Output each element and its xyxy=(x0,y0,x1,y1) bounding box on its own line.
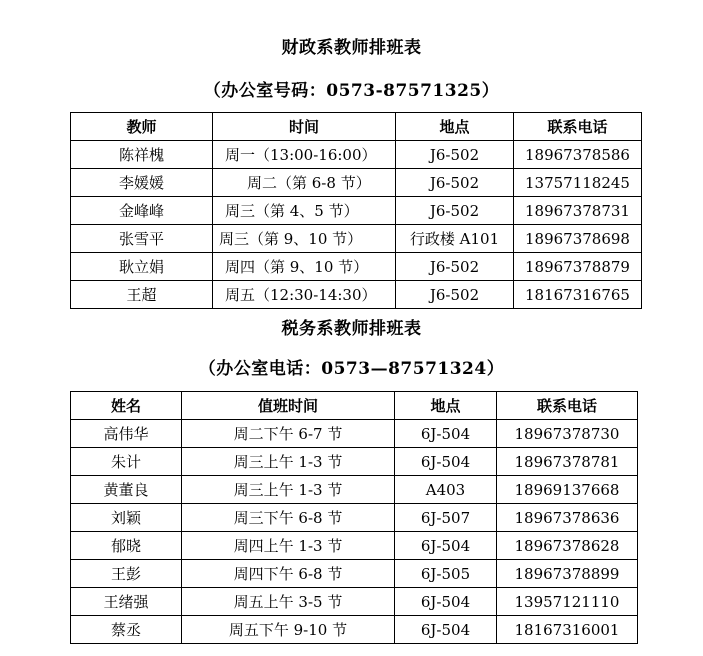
teacher-name: 刘颖 xyxy=(71,504,182,532)
teacher-name: 王彭 xyxy=(71,560,182,588)
duty-time: 周五下午 9-10 节 xyxy=(182,616,395,644)
duty-time: 周三上午 1-3 节 xyxy=(182,476,395,504)
duty-time: 周三（第 4、5 节） xyxy=(213,197,396,225)
teacher-name: 耿立娟 xyxy=(71,253,213,281)
table-row xyxy=(71,448,638,476)
duty-place: J6-502 xyxy=(396,197,514,225)
phone-number: 18167316765 xyxy=(514,281,642,309)
duty-place: 6J-504 xyxy=(395,588,497,616)
duty-place: J6-502 xyxy=(396,253,514,281)
duty-place: J6-502 xyxy=(396,169,514,197)
phone-number: 13957121110 xyxy=(497,588,638,616)
phone-number: 18967378731 xyxy=(514,197,642,225)
duty-place: 行政楼 A101 xyxy=(396,225,514,253)
duty-place: A403 xyxy=(395,476,497,504)
duty-place: J6-502 xyxy=(396,141,514,169)
teacher-name: 陈祥槐 xyxy=(71,141,213,169)
phone-number: 18967378879 xyxy=(514,253,642,281)
finance-title: 财政系教师排班表 xyxy=(281,38,422,58)
tax-schedule-table xyxy=(70,391,638,644)
duty-time: 周四下午 6-8 节 xyxy=(182,560,395,588)
phone-number: 18967378698 xyxy=(514,225,642,253)
teacher-name: 王超 xyxy=(71,281,213,309)
finance-office-phone: （办公室号码：0573-87571325） xyxy=(203,81,500,101)
phone-number: 18167316001 xyxy=(497,616,638,644)
header-teacher: 教师 xyxy=(71,113,213,141)
header-name: 姓名 xyxy=(71,392,182,420)
phone-number: 18967378628 xyxy=(497,532,638,560)
teacher-name: 王绪强 xyxy=(71,588,182,616)
duty-time: 周一（13:00-16:00） xyxy=(213,141,396,169)
header-time: 时间 xyxy=(213,113,396,141)
header-place: 地点 xyxy=(395,392,497,420)
tax-office-phone: （办公室电话：0573—87571324） xyxy=(198,359,505,379)
table-row xyxy=(71,197,642,225)
header-place: 地点 xyxy=(396,113,514,141)
duty-place: 6J-504 xyxy=(395,616,497,644)
duty-time: 周五（12:30-14:30） xyxy=(213,281,396,309)
table-row xyxy=(71,532,638,560)
teacher-name: 张雪平 xyxy=(71,225,213,253)
table-header-row xyxy=(71,392,638,420)
duty-place: J6-502 xyxy=(396,281,514,309)
teacher-name: 黄董良 xyxy=(71,476,182,504)
duty-time: 周二下午 6-7 节 xyxy=(182,420,395,448)
duty-time: 周五上午 3-5 节 xyxy=(182,588,395,616)
duty-time: 周二（第 6-8 节） xyxy=(213,169,396,197)
teacher-name: 朱计 xyxy=(71,448,182,476)
duty-time: 周四上午 1-3 节 xyxy=(182,532,395,560)
header-phone: 联系电话 xyxy=(514,113,642,141)
phone-number: 18967378636 xyxy=(497,504,638,532)
table-row xyxy=(71,616,638,644)
phone-number: 13757118245 xyxy=(514,169,642,197)
finance-schedule-table xyxy=(70,112,642,309)
duty-place: 6J-504 xyxy=(395,448,497,476)
table-header-row xyxy=(71,113,642,141)
table-row xyxy=(71,169,642,197)
phone-number: 18969137668 xyxy=(497,476,638,504)
phone-number: 18967378899 xyxy=(497,560,638,588)
header-phone: 联系电话 xyxy=(497,392,638,420)
duty-time: 周三下午 6-8 节 xyxy=(182,504,395,532)
header-duty-time: 值班时间 xyxy=(182,392,395,420)
phone-number: 18967378781 xyxy=(497,448,638,476)
duty-time: 周三上午 1-3 节 xyxy=(182,448,395,476)
table-row xyxy=(71,476,638,504)
duty-place: 6J-507 xyxy=(395,504,497,532)
duty-place: 6J-504 xyxy=(395,532,497,560)
table-row xyxy=(71,141,642,169)
table-row xyxy=(71,560,638,588)
duty-place: 6J-505 xyxy=(395,560,497,588)
duty-time: 周三（第 9、10 节） xyxy=(213,225,396,253)
table-row xyxy=(71,588,638,616)
table-row xyxy=(71,281,642,309)
table-row xyxy=(71,504,638,532)
duty-time: 周四（第 9、10 节） xyxy=(213,253,396,281)
table-row xyxy=(71,253,642,281)
tax-title: 税务系教师排班表 xyxy=(281,319,422,339)
teacher-name: 蔡丞 xyxy=(71,616,182,644)
teacher-name: 郁晓 xyxy=(71,532,182,560)
duty-place: 6J-504 xyxy=(395,420,497,448)
phone-number: 18967378586 xyxy=(514,141,642,169)
teacher-name: 高伟华 xyxy=(71,420,182,448)
teacher-name: 金峰峰 xyxy=(71,197,213,225)
table-row xyxy=(71,420,638,448)
teacher-name: 李媛媛 xyxy=(71,169,213,197)
table-row xyxy=(71,225,642,253)
phone-number: 18967378730 xyxy=(497,420,638,448)
